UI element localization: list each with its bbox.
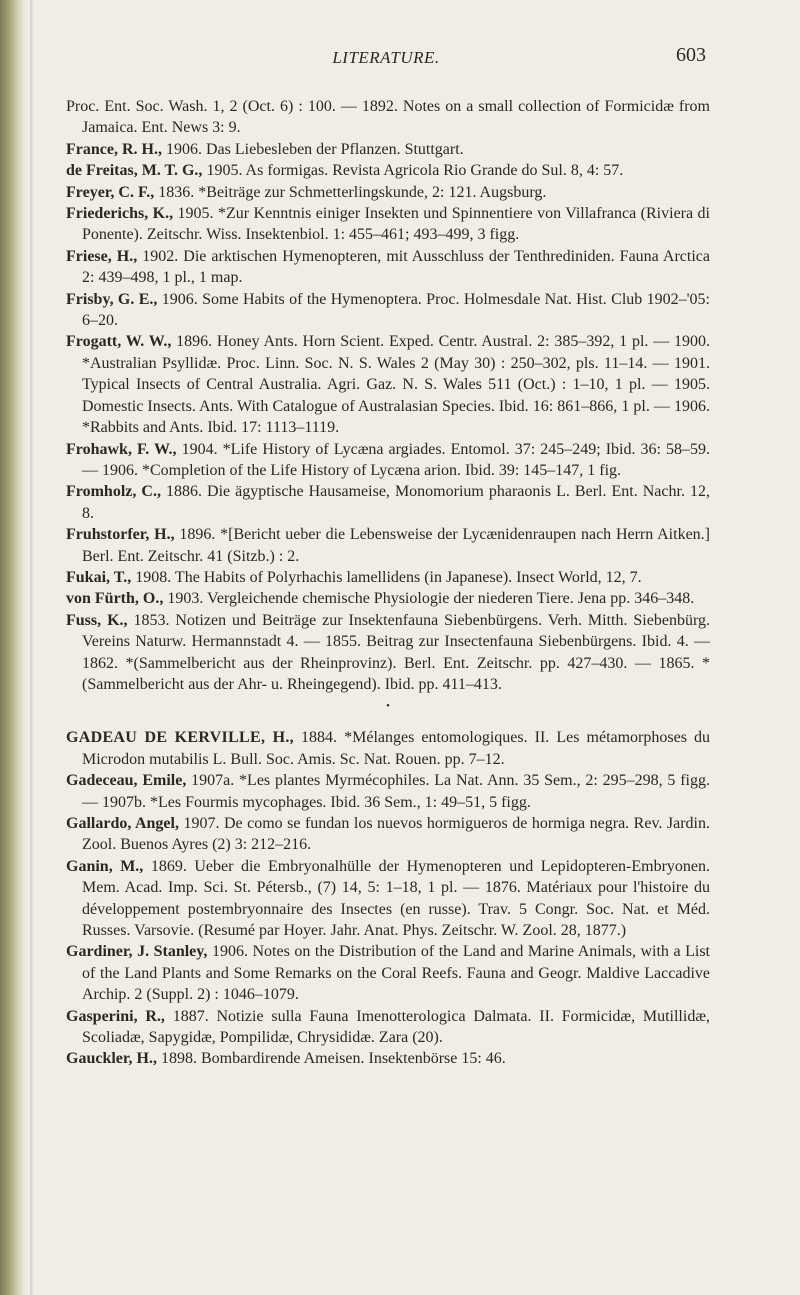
bibliography-entry [66,160,710,181]
entry-author: Gadeceau, Emile, [66,772,187,790]
bibliography-entry [66,203,710,246]
entry-text: 1887. Notizie sulla Fauna Imenotterologica Dalmata. II. Formicidæ, Mutillidæ, Scoliadæ, Sapygidæ, Pompilidæ, Chrysididæ. Zara (20). [82,1007,710,1047]
entry-author: Frohawk, F. W., [66,440,177,458]
entry-text: 1906. Notes on the Distribution of the Land and Marine Animals, with a List of the Land Plants and Some Remarks on the Coral Reefs. Fauna and Geogr. Maldive Laccadive Archip. 2 (Suppl. 2) : 1046–1079. [82,943,711,1004]
entry-text: 1836. *Beiträge zur Schmetterlingskunde, 2: 121. Augsburg. [154,183,547,201]
entry-text: 1853. Notizen und Beiträge zur Insektenfauna Siebenbürgens. Verh. Mitth. Siebenbürg. Vereins Naturw. Hermannstadt 4. — 1855. Beitrag zur Insectenfauna Siebenbürgens. Ibid. 4. — 1862. *(Sammelbericht aus der Rheinprovinz). Berl. Ent. Zeitschr. pp. 427–430. — 1865. *(Sammelbericht aus der Ahr- u. Rheingegend). Ibid. pp. 411–413. [82,611,710,693]
section-divider-dot: • [386,700,390,713]
bibliography-entry [66,727,710,770]
running-title: LITERATURE. [332,48,440,67]
entry-author: Gardiner, J. Stanley, [66,943,208,961]
entry-text: 1907. De como se fundan los nuevos hormigueros de hormiga negra. Rev. Jardin. Zool. Buenos Ayres (2) 3: 212–216. [82,815,711,854]
entry-text: 1904. *Life History of Lycæna argiades. Entomol. 37: 245–249; Ibid. 36: 58–59. — 1906. *Completion of the Life History of Lycæna arion. Ibid. 39: 145–147, 1 fig. [82,440,710,479]
bibliography-list [66,96,710,1070]
book-gutter-edge [0,0,26,1295]
entry-author: GADEAU DE KERVILLE, H., [66,729,294,747]
bibliography-entry [66,439,710,482]
entry-text: 1907a. *Les plantes Myrmécophiles. La Nat. Ann. 35 Sem., 2: 295–298, 5 figg. — 1907b. *Les Fourmis mycophages. Ibid. 36 Sem., 1: 49–51, 5 figg. [82,772,710,811]
bibliography-entry [66,567,710,588]
entry-text: 1905. *Zur Kenntnis einiger Insekten und Spinnentiere von Villafranca (Riviera di Ponente). Zeitschr. Wiss. Insektenbiol. 1: 455–461; 493–499, 3 figg. [82,205,711,244]
page-header [66,44,706,72]
entry-author: Fukai, T., [66,568,132,586]
bibliography-entry [66,1048,710,1069]
entry-text: 1886. Die ägyptische Hausameise, Monomorium pharaonis L. Berl. Ent. Nachr. 12, 8. [82,483,710,522]
entry-text: 1896. Honey Ants. Horn Scient. Exped. Centr. Austral. 2: 385–392, 1 pl. — 1900. *Australian Psyllidæ. Proc. Linn. Soc. N. S. Wales 2 (May 30) : 250–302, pls. 11–14. — 1901. Typical Insects of Central Australia. Agri. Gaz. N. S. Wales 511 (Oct.) : 1–10, 1 pl. — 1905. Domestic Insects. Ants. With Catalogue of Australasian Species. Ibid. 16: 861–866, 1 pl. — 1906. *Rabbits and Ants. Ibid. 17: 1113–1119. [82,333,710,437]
entry-text: 1898. Bombardirende Ameisen. Insektenbörse 15: 46. [156,1050,506,1068]
bibliography-entry [66,1006,710,1049]
entry-author: Frisby, G. E., [66,290,158,308]
entry-text: 1869. Ueber die Embryonalhülle der Hymenopteren und Lepidopteren-Embryonen. Mem. Acad. Imp. Sci. St. Pétersb., (7) 14, 5: 1–18, 1 pl. — 1876. Matériaux pour l'histoire du développement postembryonnaire des Insectes (en russe). Trav. 5 Congr. Soc. Nat. et Méd. Russes. Varsovie. (Resumé par Hoyer. Jahr. Anat. Phys. Zeitschr. W. Zool. 28, 1877.) [82,857,710,940]
bibliography-entry [66,588,710,609]
entry-text: 1884. *Mélanges entomologiques. II. Les métamorphoses du Microdon mutabilis L. Bull. Soc. Amis. Sc. Nat. Rouen. pp. 7–12. [82,729,710,768]
bibliography-entry [66,610,710,696]
entry-author: Gallardo, Angel, [66,815,179,832]
entry-text: 1908. The Habits of Polyrhachis lamellidens (in Japanese). Insect World, 12, 7. [131,568,642,586]
bibliography-entry [66,481,710,524]
entry-text: 1905. As formigas. Revista Agricola Rio Grande do Sul. 8, 4: 57. [202,162,624,180]
entry-author: Fromholz, C., [66,483,161,501]
bibliography-entry [66,813,710,856]
bibliography-entry [66,941,710,1005]
bibliography-entry [66,139,710,160]
entry-author: Friese, H., [66,247,138,265]
entry-author: von Fürth, O., [66,590,164,608]
entry-author: France, R. H., [66,140,162,158]
bibliography-entry [66,331,710,438]
bibliography-entry [66,182,710,203]
entry-text: 1902. Die arktischen Hymenopteren, mit Ausschluss der Tenthrediniden. Fauna Arctica 2: 439–498, 1 pl., 1 map. [82,247,710,287]
entry-author: de Freitas, M. T. G., [66,162,203,180]
entry-author: Frogatt, W. W., [66,333,172,351]
entry-text: 1903. Vergleichende chemische Physiologie der niederen Tiere. Jena pp. 346–348. [163,590,695,608]
entry-author: Fruhstorfer, H., [66,526,175,544]
bibliography-entry [66,246,710,289]
entry-author: Gauckler, H., [66,1050,157,1068]
bibliography-entry [66,856,710,942]
entry-author: Ganin, M., [66,857,144,875]
entry-text: Proc. Ent. Soc. Wash. 1, 2 (Oct. 6) : 100. — 1892. Notes on a small collection of Formicidæ from Jamaica. Ent. News 3: 9. [66,98,710,137]
entry-text: 1896. *[Bericht ueber die Lebensweise der Lycænidenraupen nach Herrn Aitken.] Berl. Ent. Zeitschr. 41 (Sitzb.) : 2. [82,526,711,565]
entry-author: Freyer, C. F., [66,183,155,201]
entry-author: Gasperini, R., [66,1007,165,1025]
page-number: 603 [676,44,706,66]
bibliography-entry [66,770,710,813]
bibliography-entry [66,289,710,332]
bibliography-entry [66,524,710,567]
entry-text: 1906. Das Liebesleben der Pflanzen. Stuttgart. [161,140,464,158]
entry-author: Fuss, K., [66,611,128,629]
entry-text: 1906. Some Habits of the Hymenoptera. Proc. Holmesdale Nat. Hist. Club 1902–'05: 6–20. [82,290,710,330]
entry-author: Friederichs, K., [66,205,174,223]
bibliography-entry [66,96,710,139]
